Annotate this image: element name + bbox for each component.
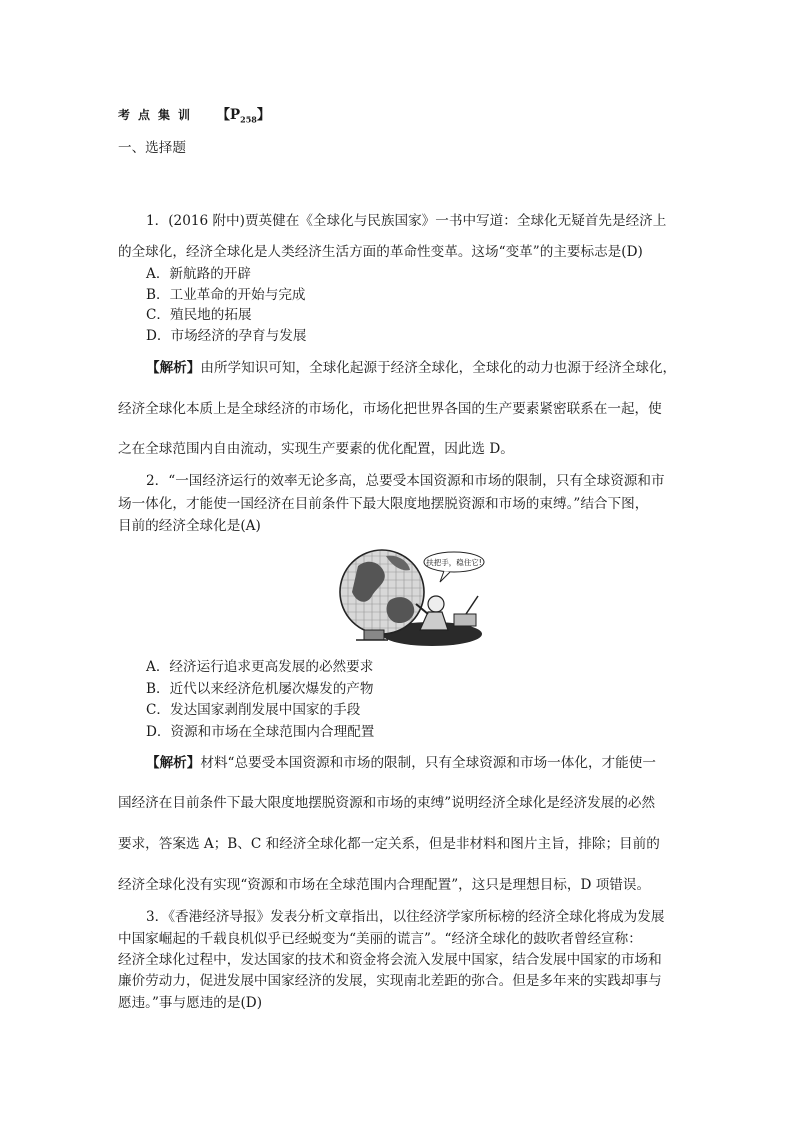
q1-stem-line-1: 1．(2016 附中)贾英健在《全球化与民族国家》一书中写道：全球化无疑首先是经济上 xyxy=(146,213,667,229)
analysis-tag: 【解析】 xyxy=(146,360,201,376)
q1-option-c: C．殖民地的拓展 xyxy=(146,307,252,323)
q1-analysis-line-3: 之在全球范围内自由流动，实现生产要素的优化配置，因此选 D。 xyxy=(118,441,514,457)
q3-stem-line-3: 经济全球化过程中，发达国家的技术和资金将会流入发展中国家，结合发展中国家的市场和 xyxy=(118,952,662,968)
q2-option-d: D．资源和市场在全球范围内合理配置 xyxy=(146,724,375,740)
q1-option-d: D．市场经济的孕育与发展 xyxy=(146,328,307,344)
page-header xyxy=(118,105,270,130)
q3-stem-line-2: 中国家崛起的千载良机似乎已经蜕变为“美丽的谎言”。“经济全球化的鼓吹者曾经宣称： xyxy=(118,931,642,947)
header-title: 考点集训 xyxy=(118,108,199,122)
q2-analysis-line-2: 国经济在目前条件下最大限度地摆脱资源和市场的束缚”说明经济全球化是经济发展的必然 xyxy=(118,795,656,811)
page-reference: 【$P_{258}$】 xyxy=(216,107,271,125)
q2-analysis-line-1: 【解析】材料“总要受本国资源和市场的限制，只有全球资源和市场一体化，才能使一 xyxy=(146,755,656,771)
globe-cartoon-figure xyxy=(336,544,488,648)
q1-option-a: A．新航路的开辟 xyxy=(146,266,251,282)
q2-option-a: A．经济运行追求更高发展的必然要求 xyxy=(146,659,374,675)
q3-stem-line-5: 愿违。”事与愿违的是(D) xyxy=(118,995,262,1011)
speech-bubble-text: 扶把手，稳住它! xyxy=(426,558,482,567)
q2-stem-line-2: 场一体化，才能使一国经济在目前条件下最大限度地摆脱资源和市场的束缚。”结合下图， xyxy=(118,496,649,512)
analysis-tag: 【解析】 xyxy=(146,755,201,771)
q1-stem-line-2: 的全球化，经济全球化是人类经济生活方面的革命性变革。这场“变革”的主要标志是(D) xyxy=(118,244,643,260)
q3-stem-line-4: 廉价劳动力，促进发展中国家经济的发展，实现南北差距的弥合。但是多年来的实践却事与 xyxy=(118,973,662,989)
q1-option-b: B．工业革命的开始与完成 xyxy=(146,287,306,303)
section-title: 一、选择题 xyxy=(118,140,186,156)
q2-analysis-line-4: 经济全球化没有实现“资源和市场在全球范围内合理配置”，这只是理想目标，D 项错误。 xyxy=(118,877,651,893)
q1-analysis-line-1: 【解析】由所学知识可知，全球化起源于经济全球化，全球化的动力也源于经济全球化， xyxy=(146,360,677,376)
q3-stem-line-1: 3．《香港经济导报》发表分析文章指出，以往经济学家所标榜的经济全球化将成为发展 xyxy=(146,909,665,925)
q2-option-b: B．近代以来经济危机屡次爆发的产物 xyxy=(146,681,374,697)
q2-stem-line-1: 2．“一国经济运行的效率无论多高，总要受本国资源和市场的限制，只有全球资源和市 xyxy=(146,473,665,489)
q2-stem-line-3: 目前的经济全球化是(A) xyxy=(118,518,261,534)
q2-option-c: C．发达国家剥削发展中国家的手段 xyxy=(146,702,361,718)
q2-analysis-line-3: 要求，答案选 A；B、C 和经济全球化都一定关系，但是非材料和图片主旨，排除；目前的 xyxy=(118,836,660,852)
figure-head xyxy=(428,596,444,612)
q1-analysis-line-2: 经济全球化本质上是全球经济的市场化，市场化把世界各国的生产要素紧密联系在一起，使 xyxy=(118,401,662,417)
